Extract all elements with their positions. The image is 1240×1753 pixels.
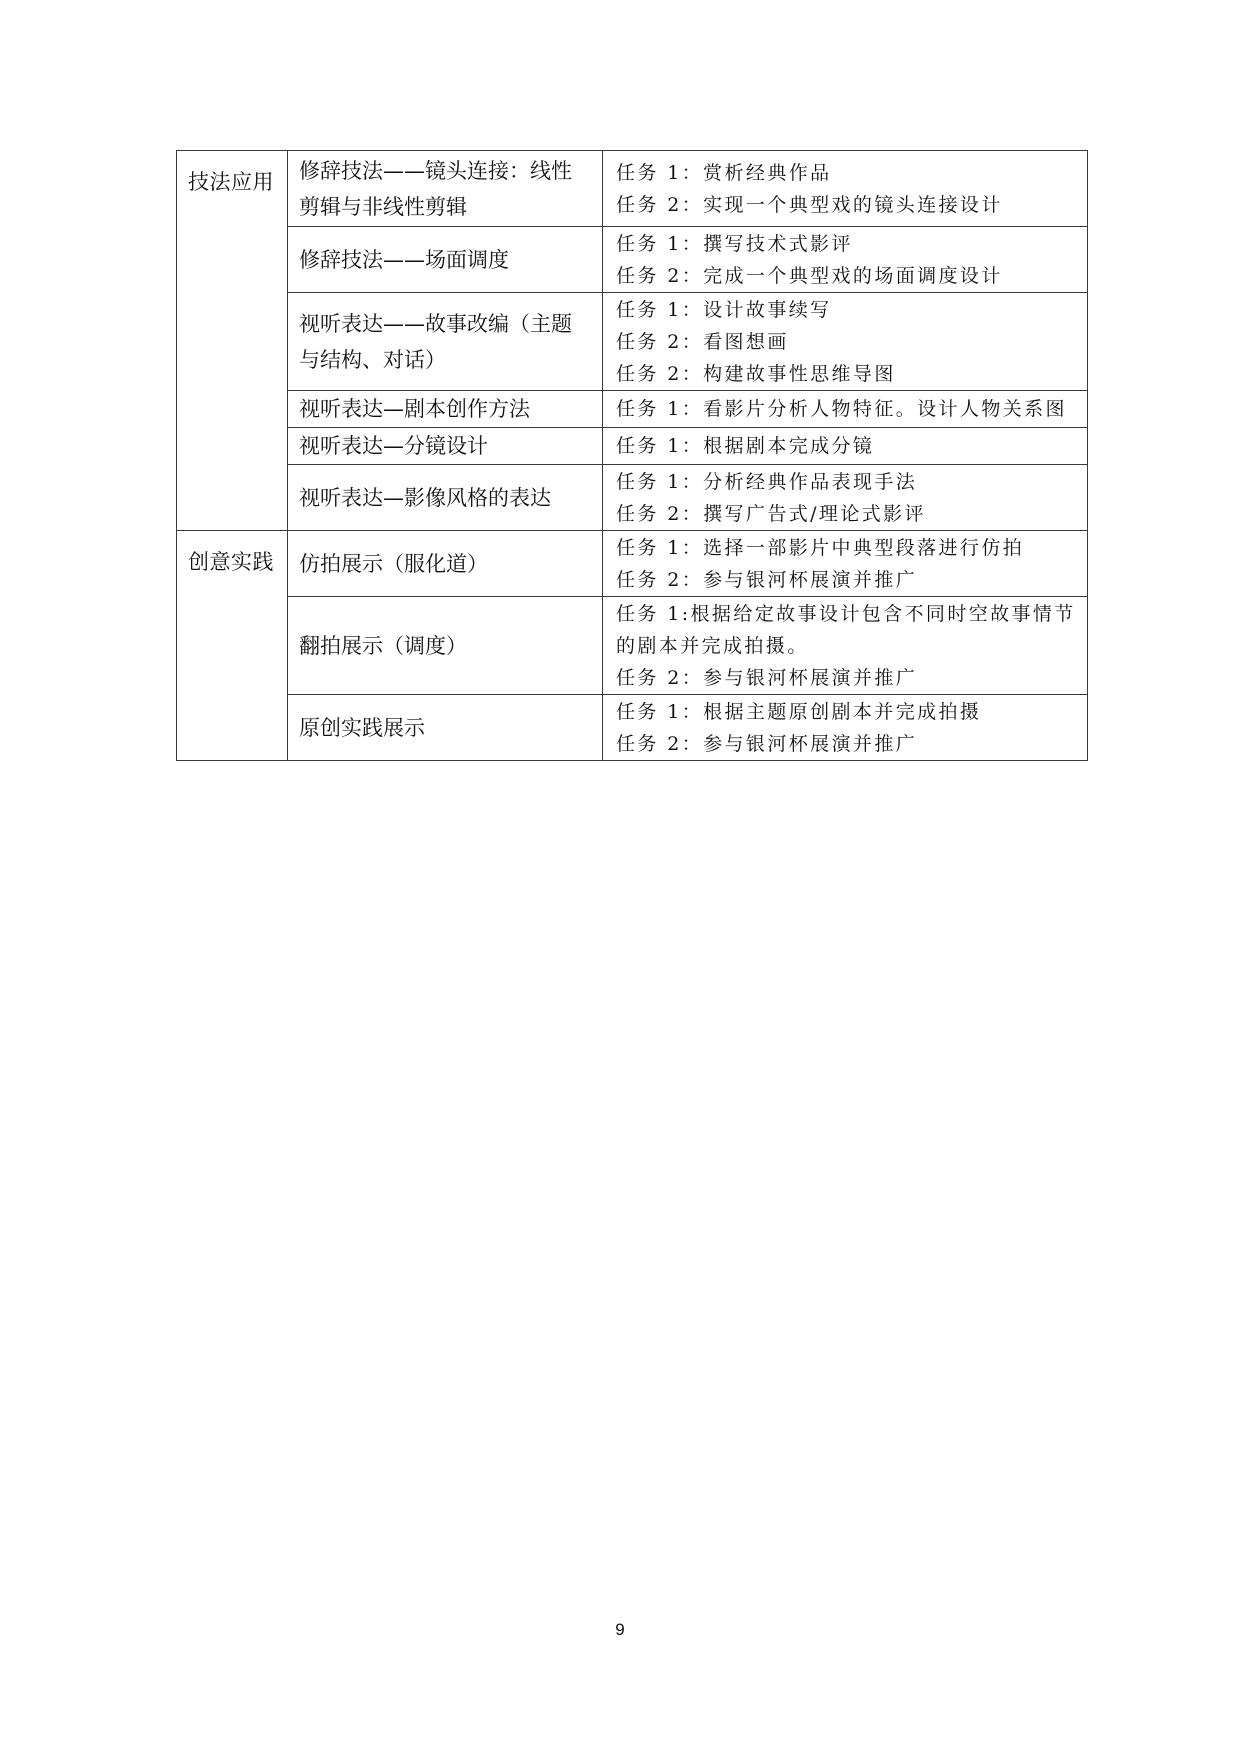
topic-cell: 视听表达—分镜设计 [288,428,603,465]
topic-cell: 仿拍展示（服化道） [288,531,603,597]
tasks-cell [603,695,1088,761]
task-line: 任务 2：撰写广告式/理论式影评 [616,502,926,525]
topic-cell: 视听表达——故事改编（主题与结构、对话） [288,293,603,391]
task-line: 任务 2：看图想画 [616,330,789,353]
task-line: 任务 1：根据主题原创剧本并完成拍摄 [616,700,982,723]
task-line: 任务 1：看影片分析人物特征。设计人物关系图 [616,398,1067,420]
task-line: 任务 2：参与银河杯展演并推广 [616,732,918,755]
topic-cell: 翻拍展示（调度） [288,597,603,695]
table-row [177,227,1088,293]
table-row [177,391,1088,428]
curriculum-table [176,150,1088,761]
table-row [177,695,1088,761]
task-line: 任务 1：设计故事续写 [616,298,832,321]
tasks-cell [603,465,1088,531]
topic-cell: 原创实践展示 [288,695,603,761]
task-line: 任务 1：根据剧本完成分镜 [616,435,875,457]
category-cell: 创意实践 [177,531,288,761]
table-row [177,151,1088,227]
table-row [177,531,1088,597]
task-line: 任务 1:根据给定故事设计包含不同时空故事情节的剧本并完成拍摄。 [616,602,1076,657]
task-line: 任务 1：分析经典作品表现手法 [616,470,918,493]
table-row [177,428,1088,465]
tasks-cell [603,428,1088,465]
tasks-cell [603,531,1088,597]
task-line: 任务 2：参与银河杯展演并推广 [616,666,918,689]
topic-cell: 视听表达—剧本创作方法 [288,391,603,428]
tasks-cell [603,597,1088,695]
task-line: 任务 2：构建故事性思维导图 [616,362,896,385]
task-line: 任务 2：实现一个典型戏的镜头连接设计 [616,193,1003,216]
task-line: 任务 1：撰写技术式影评 [616,232,853,255]
task-line: 任务 1：选择一部影片中典型段落进行仿拍 [616,536,1025,559]
topic-cell: 修辞技法——场面调度 [288,227,603,293]
table-row [177,293,1088,391]
tasks-cell [603,227,1088,293]
table-row [177,597,1088,695]
tasks-cell [603,293,1088,391]
tasks-cell [603,391,1088,428]
task-line: 任务 2：参与银河杯展演并推广 [616,568,918,591]
task-line: 任务 2：完成一个典型戏的场面调度设计 [616,264,1003,287]
tasks-cell [603,151,1088,227]
topic-cell: 视听表达—影像风格的表达 [288,465,603,531]
topic-cell: 修辞技法——镜头连接：线性剪辑与非线性剪辑 [288,151,603,227]
page-number: 9 [615,1620,625,1639]
table-row [177,465,1088,531]
category-cell: 技法应用 [177,151,288,531]
task-line: 任务 1：赏析经典作品 [616,161,832,184]
